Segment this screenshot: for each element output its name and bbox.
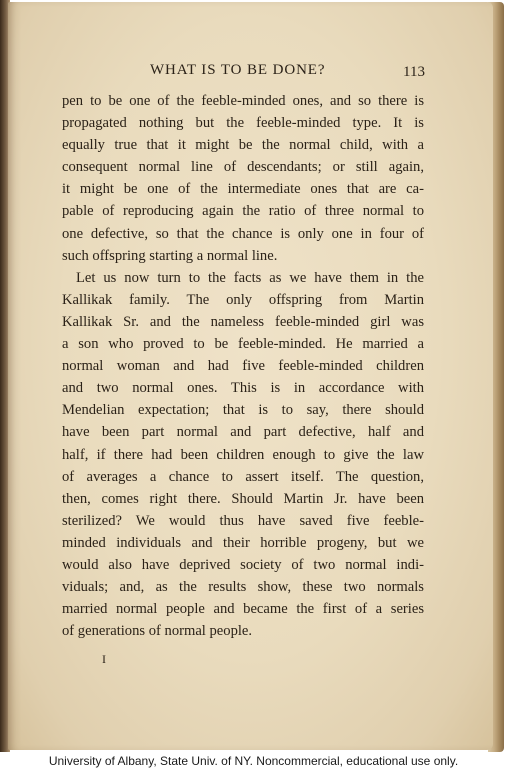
text-line: of generations of normal people. — [62, 623, 253, 640]
text-line: pen to be one of the feeble-minded ones, and so there is — [62, 93, 424, 109]
text-line: of averages a chance to assert itself. The question, — [62, 468, 424, 485]
text-line: and two normal ones. This is in accordance with — [62, 380, 424, 397]
text-line: married normal people and became the first of a series — [62, 601, 424, 618]
text-line: Mendelian expectation; that is to say, there should — [62, 402, 424, 419]
text-line: sterilized? We would thus have saved five feeble- — [62, 512, 424, 529]
page-number: 113 — [403, 64, 425, 80]
text-line: it might be one of the intermediate ones that are ca- — [62, 181, 424, 198]
text-line: then, comes right there. Should Martin Jr. have been — [62, 490, 424, 507]
text-line: propagated nothing but the feeble-minded type. It is — [62, 115, 424, 132]
text-line: would also have deprived society of two normal indi- — [62, 556, 424, 573]
signature-mark: I — [102, 652, 106, 666]
text-line: a son who proved to be feeble-minded. He married a — [62, 336, 424, 353]
text-line: normal woman and had five feeble-minded children — [62, 358, 424, 375]
credit-footer: University of Albany, State Univ. of NY. Noncommercial, educational use only. — [0, 752, 507, 770]
text-line: have been part normal and part defective, half and — [62, 424, 424, 441]
text-line: half, if there had been children enough to give the law — [62, 446, 424, 463]
text-line: pable of reproducing again the ratio of three normal to — [62, 203, 424, 220]
body-text — [62, 90, 424, 642]
text-line: minded individuals and their horrible progeny, but we — [62, 534, 424, 551]
text-line: one defective, so that the chance is only one in four of — [62, 225, 424, 242]
paragraph-start-line: Let us now turn to the facts as we have them in the — [76, 269, 424, 286]
text-line: Kallikak Sr. and the nameless feeble-minded girl was — [62, 313, 424, 330]
text-line: equally true that it might be the normal child, with a — [62, 137, 424, 154]
text-line: viduals; and, as the results show, these two normals — [62, 579, 424, 596]
text-line: Kallikak family. The only offspring from Martin — [62, 291, 424, 308]
running-title: WHAT IS TO BE DONE? — [150, 62, 326, 78]
text-line: such offspring starting a normal line. — [62, 247, 278, 264]
text-line: consequent normal line of descendants; or still again, — [62, 159, 424, 176]
